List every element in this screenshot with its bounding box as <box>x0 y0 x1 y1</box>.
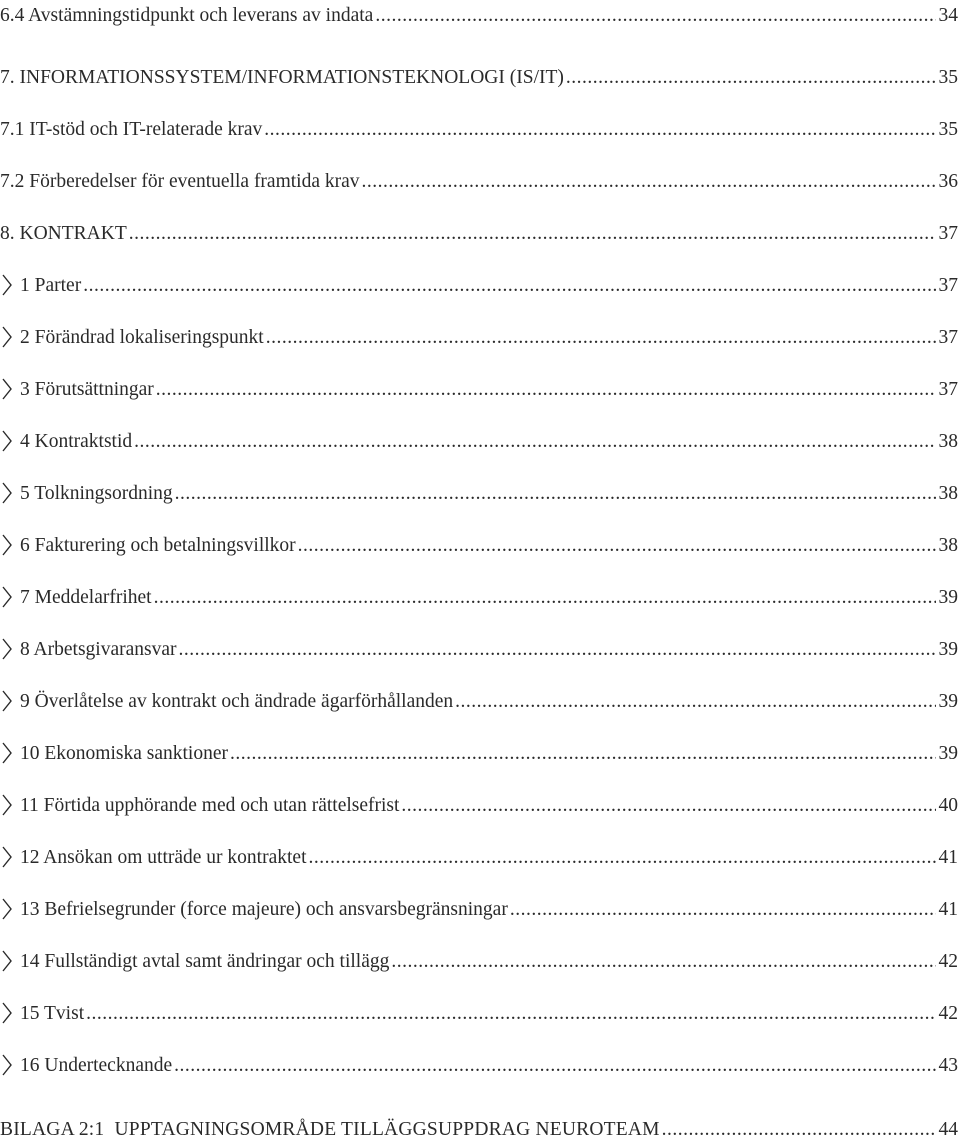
dot-leader <box>134 430 936 454</box>
toc-entry-label: 8 Arbetsgivaransvar <box>20 639 177 660</box>
toc-entry-label: 7. INFORMATIONSSYSTEM/INFORMATIONSTEKNOLOGI (IS/IT) <box>0 67 564 88</box>
toc-entry[interactable] <box>0 530 958 558</box>
toc-entry-page: 42 <box>938 951 958 972</box>
toc-entry[interactable] <box>0 842 958 870</box>
toc-entry-label: 4 Kontraktstid <box>20 431 133 452</box>
toc-entry-page: 39 <box>938 587 958 608</box>
toc-entry-page: 39 <box>938 639 958 660</box>
toc-entry-page: 44 <box>938 1119 958 1140</box>
toc-entry-label: 6.4 Avstämningstidpunkt och leverans av indata <box>0 5 374 26</box>
hidden-text-marker-icon <box>0 948 14 974</box>
dot-leader <box>662 1118 936 1142</box>
toc-entry-page: 38 <box>938 431 958 452</box>
toc-entry-label: 10 Ekonomiska sanktioner <box>20 743 228 764</box>
dot-leader <box>264 118 936 142</box>
hidden-text-marker-icon <box>0 272 14 298</box>
toc-entry-page: 41 <box>938 899 958 920</box>
toc-entry-page: 36 <box>938 171 958 192</box>
toc-entry[interactable] <box>0 322 958 350</box>
dot-leader <box>510 898 936 922</box>
toc-entry[interactable] <box>0 218 958 246</box>
toc-entry[interactable] <box>0 634 958 662</box>
hidden-text-marker-icon <box>0 376 14 402</box>
toc-entry-page: 35 <box>938 67 958 88</box>
toc-entry[interactable] <box>0 426 958 454</box>
hidden-text-marker-icon <box>0 428 14 454</box>
dot-leader <box>391 950 936 974</box>
toc-entry[interactable] <box>0 686 958 714</box>
toc-entry[interactable] <box>0 374 958 402</box>
toc-entry[interactable] <box>0 998 958 1026</box>
toc-entry-label: 13 Befrielsegrunder (force majeure) och ansvarsbegränsningar <box>20 899 508 920</box>
dot-leader <box>129 222 936 246</box>
dot-leader <box>154 586 936 610</box>
toc-entry[interactable] <box>0 738 958 766</box>
dot-leader <box>175 482 936 506</box>
toc-entry-page: 40 <box>938 795 958 816</box>
hidden-text-marker-icon <box>0 844 14 870</box>
hidden-text-marker-icon <box>0 740 14 766</box>
toc-entry[interactable] <box>0 270 958 298</box>
hidden-text-marker-icon <box>0 1052 14 1078</box>
toc-entry[interactable] <box>0 582 958 610</box>
toc-entry[interactable] <box>0 478 958 506</box>
dot-leader <box>375 4 936 28</box>
toc-entry-label: 8. KONTRAKT <box>0 223 127 244</box>
toc-entry[interactable] <box>0 1114 958 1142</box>
dot-leader <box>566 66 936 90</box>
toc-entry-label: 16 Undertecknande <box>20 1055 173 1076</box>
toc-entry-label: 9 Överlåtelse av kontrakt och ändrade ägarförhållanden <box>20 691 454 712</box>
toc-entry-page: 34 <box>938 5 958 26</box>
hidden-text-marker-icon <box>0 480 14 506</box>
dot-leader <box>401 794 936 818</box>
toc-entry-label: 15 Tvist <box>20 1003 85 1024</box>
dot-leader <box>455 690 936 714</box>
toc-entry-label: 14 Fullständigt avtal samt ändringar och tillägg <box>20 951 390 972</box>
toc-entry-label: 7 Meddelarfrihet <box>20 587 152 608</box>
toc-entry-label: 7.2 Förberedelser för eventuella framtida krav <box>0 171 360 192</box>
hidden-text-marker-icon <box>0 896 14 922</box>
toc-entry-page: 39 <box>938 743 958 764</box>
toc-entry-page: 38 <box>938 535 958 556</box>
toc-entry-page: 41 <box>938 847 958 868</box>
toc-entry-page: 37 <box>938 223 958 244</box>
dot-leader <box>298 534 936 558</box>
dot-leader <box>308 846 936 870</box>
toc-entry-label: 6 Fakturering och betalningsvillkor <box>20 535 296 556</box>
dot-leader <box>362 170 936 194</box>
toc-entry-page: 37 <box>938 275 958 296</box>
toc-entry-label: 3 Förutsättningar <box>20 379 154 400</box>
dot-leader <box>156 378 936 402</box>
dot-leader <box>83 274 936 298</box>
toc-entry[interactable] <box>0 0 958 28</box>
dot-leader <box>86 1002 936 1026</box>
hidden-text-marker-icon <box>0 792 14 818</box>
toc-entry-page: 37 <box>938 379 958 400</box>
toc-entry-page: 38 <box>938 483 958 504</box>
toc-entry-label: BILAGA 2:1 UPPTAGNINGSOMRÅDE TILLÄGGSUPPDRAG NEUROTEAM <box>0 1119 660 1140</box>
toc-entry[interactable] <box>0 166 958 194</box>
toc-entry-page: 35 <box>938 119 958 140</box>
toc-entry[interactable] <box>0 114 958 142</box>
toc-entry-page: 42 <box>938 1003 958 1024</box>
dot-leader <box>266 326 936 350</box>
hidden-text-marker-icon <box>0 532 14 558</box>
hidden-text-marker-icon <box>0 1000 14 1026</box>
hidden-text-marker-icon <box>0 324 14 350</box>
toc-entry-page: 43 <box>938 1055 958 1076</box>
hidden-text-marker-icon <box>0 688 14 714</box>
dot-leader <box>179 638 937 662</box>
hidden-text-marker-icon <box>0 584 14 610</box>
toc-entry-label: 1 Parter <box>20 275 82 296</box>
toc-entry[interactable] <box>0 62 958 90</box>
toc-entry-label: 11 Förtida upphörande med och utan rättelsefrist <box>20 795 400 816</box>
toc-entry[interactable] <box>0 946 958 974</box>
toc-entry[interactable] <box>0 894 958 922</box>
toc-entry[interactable] <box>0 790 958 818</box>
dot-leader <box>174 1054 936 1078</box>
hidden-text-marker-icon <box>0 636 14 662</box>
toc-entry[interactable] <box>0 1050 958 1078</box>
toc-entry-label: 5 Tolkningsordning <box>20 483 173 504</box>
toc-entry-label: 7.1 IT-stöd och IT-relaterade krav <box>0 119 263 140</box>
toc-entry-page: 37 <box>938 327 958 348</box>
toc-entry-page: 39 <box>938 691 958 712</box>
toc-entry-label: 2 Förändrad lokaliseringspunkt <box>20 327 264 348</box>
toc-entry-label: 12 Ansökan om utträde ur kontraktet <box>20 847 307 868</box>
dot-leader <box>230 742 936 766</box>
